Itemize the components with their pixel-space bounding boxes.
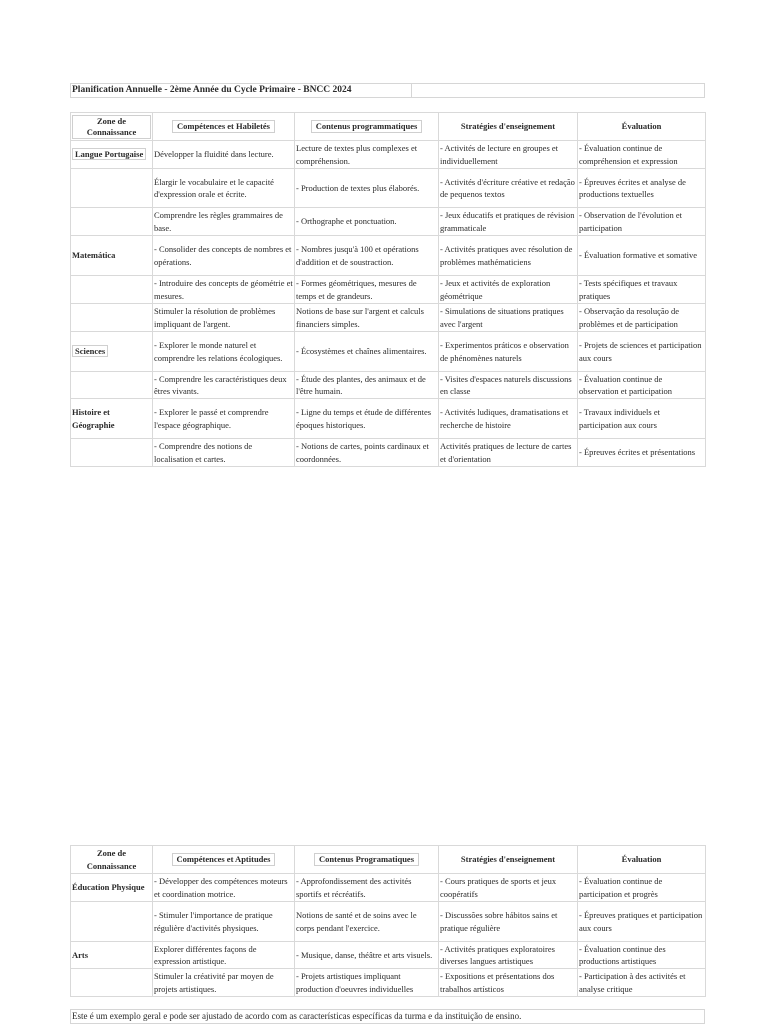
table-cell: - Visites d'espaces naturels discussions en classe	[439, 372, 578, 399]
table-header-row	[71, 846, 706, 874]
table-row	[71, 439, 706, 467]
planning-table-2	[70, 845, 706, 997]
table-cell: - Développer des compétences moteurs et coordination motrice.	[153, 874, 295, 902]
area-cell	[71, 439, 153, 467]
header-zone: Zone de Connaissance	[71, 846, 153, 874]
area-cell: Sciences	[71, 332, 153, 372]
table-cell: - Épreuves pratiques et participation aux cours	[578, 902, 706, 942]
table-cell: - Activités pratiques avec résolution de problèmes mathématiciens	[439, 236, 578, 276]
area-cell: Éducation Physique	[71, 874, 153, 902]
table-row	[71, 208, 706, 236]
table-cell: - Explorer le passé et comprendre l'espace géographique.	[153, 399, 295, 439]
table-cell: - Étude des plantes, des animaux et de l'être humain.	[295, 372, 439, 399]
table-cell: - Évaluation continue de compréhension et expression	[578, 141, 706, 169]
table-cell: - Cours pratiques de sports et jeux coopératifs	[439, 874, 578, 902]
table-cell: - Participation à des activités et analyse critique	[578, 969, 706, 997]
table-cell: - Observação da resolução de problèmes et de participation	[578, 304, 706, 332]
table-cell: Élargir le vocabulaire et le capacité d'expression orale et écrite.	[153, 169, 295, 208]
area-cell	[71, 276, 153, 304]
table-row	[71, 276, 706, 304]
area-cell	[71, 372, 153, 399]
table-row	[71, 304, 706, 332]
table-row	[71, 399, 706, 439]
header-contents: Contenus programmatiques	[295, 113, 439, 141]
table-row	[71, 332, 706, 372]
table-cell: - Évaluation continue de observation et participation	[578, 372, 706, 399]
table-cell: - Approfondissement des activités sportifs et récréatifs.	[295, 874, 439, 902]
table-cell: - Jeux et activités de exploration géométrique	[439, 276, 578, 304]
header-zone: Zone de Connaissance	[71, 113, 153, 141]
table-row	[71, 942, 706, 969]
table-row	[71, 236, 706, 276]
table-cell: Stimuler la résolution de problèmes impliquant de l'argent.	[153, 304, 295, 332]
header-evaluation: Évaluation	[578, 846, 706, 874]
table-cell: - Épreuves écrites et présentations	[578, 439, 706, 467]
table-cell: Développer la fluidité dans lecture.	[153, 141, 295, 169]
area-cell: Langue Portugaise	[71, 141, 153, 169]
table-cell: - Tests spécifiques et travaux pratiques	[578, 276, 706, 304]
table-cell: Explorer différentes façons de expression artistique.	[153, 942, 295, 969]
table-cell: - Écosystèmes et chaînes alimentaires.	[295, 332, 439, 372]
table-cell: - Simulations de situations pratiques avec l'argent	[439, 304, 578, 332]
table-cell: Comprendre les règles grammaires de base.	[153, 208, 295, 236]
table-cell: - Projets artistiques impliquant production d'oeuvres individuelles	[295, 969, 439, 997]
table-header-row	[71, 113, 706, 141]
table-cell: - Experimentos práticos e observation de phénomènes naturels	[439, 332, 578, 372]
table-cell: - Production de textes plus élaborés.	[295, 169, 439, 208]
table-row	[71, 169, 706, 208]
table-cell: - Notions de cartes, points cardinaux et coordonnées.	[295, 439, 439, 467]
table-cell: - Consolider des concepts de nombres et opérations.	[153, 236, 295, 276]
planning-table-1	[70, 112, 706, 467]
area-cell	[71, 169, 153, 208]
table-cell: - Stimuler l'importance de pratique régulière d'activités physiques.	[153, 902, 295, 942]
footer-note: Este é um exemplo geral e pode ser ajustado de acordo com as características específicas da turma e da instituição de ensino.	[70, 1009, 705, 1024]
table-cell: - Activités pratiques exploratoires diverses langues artistiques	[439, 942, 578, 969]
table-cell: - Évaluation continue de participation et progrès	[578, 874, 706, 902]
table-cell: - Travaux individuels et participation aux cours	[578, 399, 706, 439]
table-row	[71, 969, 706, 997]
table-cell: - Évaluation continue des productions artistiques	[578, 942, 706, 969]
table-cell: - Activités de lecture en groupes et individuellement	[439, 141, 578, 169]
header-competences: Compétences et Habiletés	[153, 113, 295, 141]
table-cell: - Comprendre des notions de localisation et cartes.	[153, 439, 295, 467]
table-cell: - Activités d'écriture créative et redação de pequenos textos	[439, 169, 578, 208]
header-contents: Contenus Programatiques	[295, 846, 439, 874]
area-cell: Arts	[71, 942, 153, 969]
title-bar	[70, 83, 705, 98]
table-row	[71, 141, 706, 169]
table-cell: - Orthographe et ponctuation.	[295, 208, 439, 236]
table-cell: - Comprendre les caractéristiques deux êtres vivants.	[153, 372, 295, 399]
table-cell: - Expositions et présentations dos trabalhos artísticos	[439, 969, 578, 997]
page-title: Planification Annuelle - 2ème Année du Cycle Primaire - BNCC 2024	[71, 84, 412, 97]
table-cell: - Épreuves écrites et analyse de productions textuelles	[578, 169, 706, 208]
header-strategies: Stratégies d'enseignement	[439, 846, 578, 874]
table-cell: - Ligne du temps et étude de différentes époques historiques.	[295, 399, 439, 439]
table-cell: - Nombres jusqu'à 100 et opérations d'addition et de soustraction.	[295, 236, 439, 276]
table-cell: Notions de base sur l'argent et calculs financiers simples.	[295, 304, 439, 332]
header-evaluation: Évaluation	[578, 113, 706, 141]
table-row	[71, 372, 706, 399]
table-cell: Activités pratiques de lecture de cartes et d'orientation	[439, 439, 578, 467]
table-cell: Notions de santé et de soins avec le corps pendant l'exercice.	[295, 902, 439, 942]
table-cell: - Jeux éducatifs et pratiques de révision grammaticale	[439, 208, 578, 236]
header-strategies: Stratégies d'enseignement	[439, 113, 578, 141]
area-cell: Histoire et Géographie	[71, 399, 153, 439]
table-cell: - Projets de sciences et participation aux cours	[578, 332, 706, 372]
area-cell	[71, 969, 153, 997]
area-cell	[71, 304, 153, 332]
table-cell: - Musique, danse, théâtre et arts visuels.	[295, 942, 439, 969]
table-cell: - Formes géométriques, mesures de temps et de grandeurs.	[295, 276, 439, 304]
area-cell: Matemática	[71, 236, 153, 276]
table-row	[71, 902, 706, 942]
area-cell	[71, 208, 153, 236]
table-row	[71, 874, 706, 902]
table-cell: - Évaluation formative et somative	[578, 236, 706, 276]
table-cell: Stimuler la créativité par moyen de projets artistiques.	[153, 969, 295, 997]
table-cell: - Activités ludiques, dramatisations et recherche de histoire	[439, 399, 578, 439]
table-cell: - Explorer le monde naturel et comprendre les relations écologiques.	[153, 332, 295, 372]
header-competences: Compétences et Aptitudes	[153, 846, 295, 874]
area-cell	[71, 902, 153, 942]
table-cell: Lecture de textes plus complexes et compréhension.	[295, 141, 439, 169]
table-cell: - Observation de l'évolution et participation	[578, 208, 706, 236]
table-cell: - Introduire des concepts de géométrie et mesures.	[153, 276, 295, 304]
table-cell: - Discussões sobre hábitos sains et pratique régulière	[439, 902, 578, 942]
